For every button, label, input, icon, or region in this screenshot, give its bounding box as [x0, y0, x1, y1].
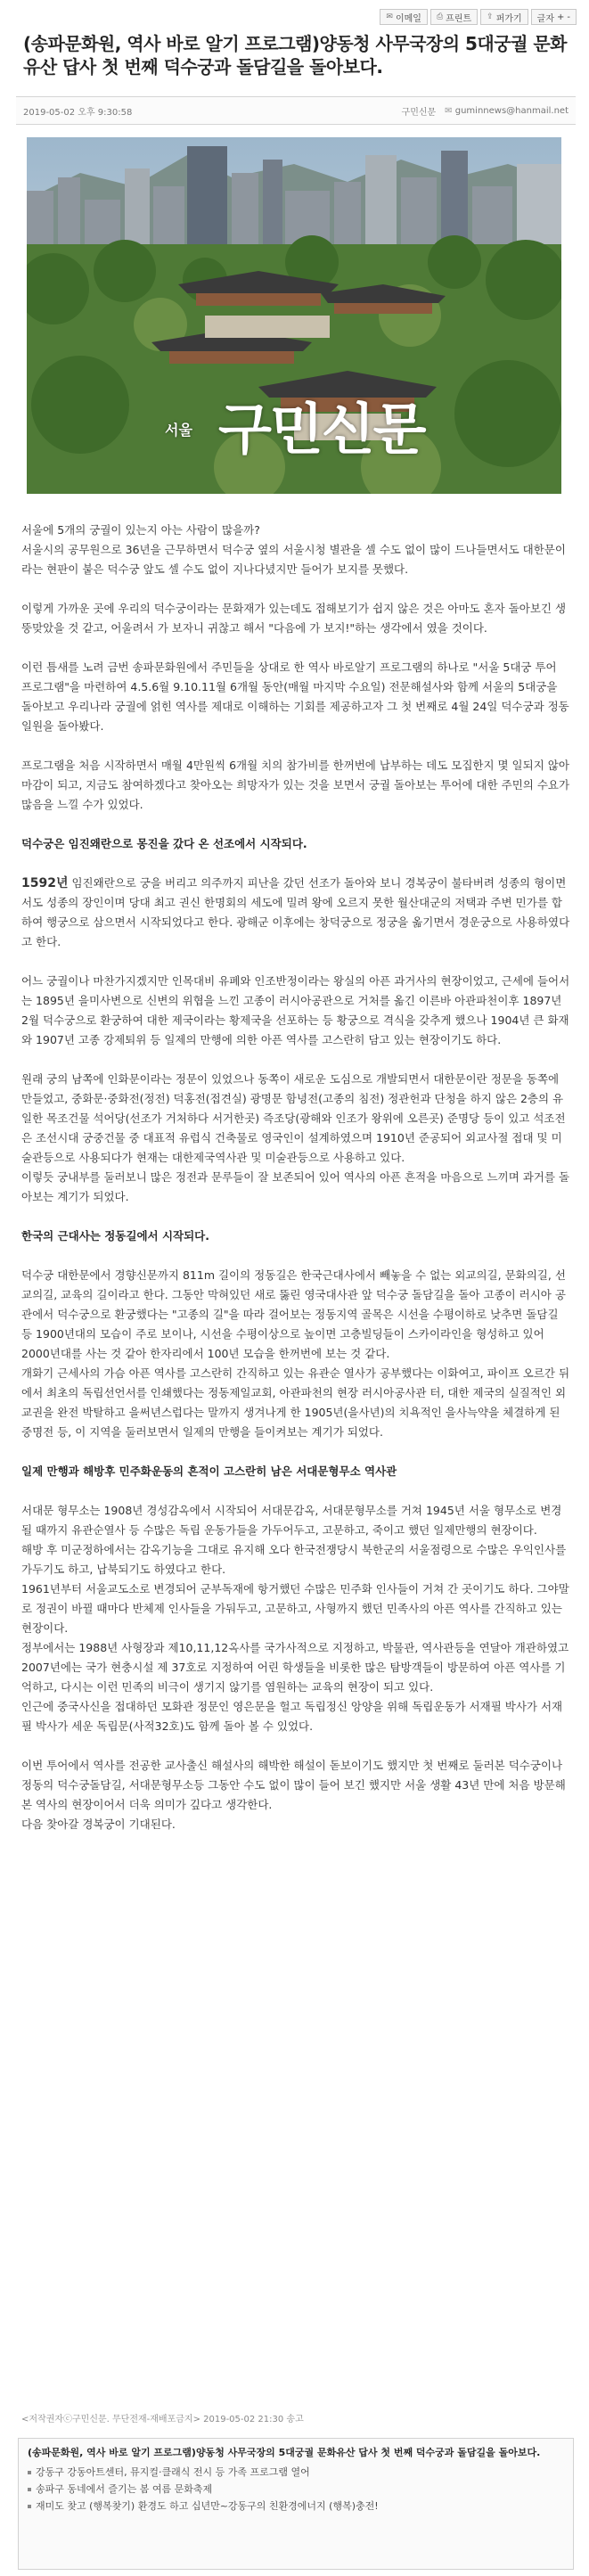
- article-paragraph: 프로그램을 처음 시작하면서 매월 4만원씩 6개월 치의 참가비를 한꺼번에 납부하는 데도 모집한지 몇 일되지 않아 마감이 되고, 지금도 참여하겠다고 찾아오는 희망자가 있는 것을 보면서 궁궐 돌아보는 투어에 대한 주민의 수요가 많음을 느낄 수가 있었다.: [21, 759, 570, 811]
- font-size-label: 글자: [536, 13, 554, 24]
- reporter-email: guminnews@hanmail.net: [454, 105, 569, 116]
- print-icon: ⎙: [436, 12, 444, 21]
- share-icon: ⇪: [487, 12, 494, 21]
- related-article-current[interactable]: (송파문화원, 역사 바로 알기 프로그램)양동청 사무국장의 5대궁궐 문화유산 답사 첫 번째 덕수궁과 돌담길을 돌아보다.: [28, 2447, 541, 2458]
- article-paragraph: [21, 874, 570, 952]
- lead-year: 1592년: [21, 876, 69, 890]
- article-paragraph: 서대문 형무소는 1908년 경성감옥에서 시작되어 서대문감옥, 서대문형무소를 거쳐 1945년 서울 형무소로 변경될 때까지 유관순열사 등 수많은 독립 운동가들을 가두어두고, 고문하고, 죽이고 했던 일제만행의 현장이다. 해방 후 미군정하에서는 감옥기능을 그대로 유지해 오다 한국전쟁당시 북한군의 서울점령으로 수많은 우익인사를 가두기도 하고, 납북되기도 하였다고 한다. 1961년부터 서울교도소로 변경되어 군부독재에 항거했던 수많은 민주화 인사들이 거쳐 간 곳이기도 하다. 그야말로 정권이 바뀔 때마다 반체제 인사들을 가둬두고, 고문하고, 사형까지 했던 민족사의 아픈 역사를 간직하고 있는 현장이다. 정부에서는 1988년 사형장과 제10,11,12옥사를 국가사적으로 지정하고, 박물관, 역사관등을 연달아 개관하였고 2007년에는 국가 현충시설 제 37호로 지정하여 어린 학생들을 비롯한 많은 탐방객들이 방문하여 아픈 역사를 기억하고, 다시는 이런 민족의 비극이 생기지 않기를 염원하는 교육의 현장이 되고 있다. 인근에 중국사신을 접대하던 모화관 정문인 영은문을 헐고 독립정신 앙양을 위해 독립운동가 서재필 박사가 서재필 박사가 세운 독립문(사적32호)도 함께 돌아 볼 수 있었다.: [21, 1504, 569, 1733]
- print-button[interactable]: [430, 9, 478, 25]
- related-article-title: 재미도 찾고 (행복찾기) 환경도 하고 십년만~강동구의 친환경에너지 (행복)충전!: [36, 2500, 379, 2512]
- font-size-control: [531, 9, 577, 25]
- article-paragraph: 서울에 5개의 궁궐이 있는지 아는 사람이 많을까? 서울시의 공무원으로 36년을 근무하면서 덕수궁 옆의 서울시청 별관을 셀 수도 없이 많이 드나들면서도 대한문이라는 현판이 붙은 덕수궁 앞도 셀 수도 없이 지나다녔지만 들어가 보지를 못했다.: [21, 523, 566, 576]
- bullet-icon: [28, 2505, 31, 2508]
- article-body: [21, 521, 570, 1854]
- article-paragraph: 원래 궁의 남쪽에 인화문이라는 정문이 있었으나 동쪽이 새로운 도심으로 개발되면서 대한문이란 정문을 동쪽에 만들었고, 중화문·중화전(정전) 덕홍전(접견실) 광명문 함녕전(고종의 침전) 정관헌과 단청을 하지 않은 2층의 유일한 목조건물 석어당(선조가 거처하다 서거한곳) 즉조당(광해와 인조가 왕위에 오른곳) 준명당 등이 있고 석조전은 조선시대 궁중건물 중 대표적 유럽식 건축물로 영국인이 설계하였으며 1910년 준공되어 외교사절 접대 및 미술관등으로 사용되다가 현재는 대한제국역사관 및 미술관등으로 사용하고 있다. 이렇듯 궁내부를 둘러보니 많은 정전과 문루들이 잘 보존되어 있어 역사의 아픈 흔적을 마음으로 느끼며 과거를 돌아보는 계기가 되었다.: [21, 1072, 570, 1203]
- article-headline: (송파문화원, 역사 바로 알기 프로그램)양동청 사무국장의 5대궁궐 문화유산 답사 첫 번째 덕수궁과 돌담길을 돌아보다.: [23, 33, 567, 78]
- related-articles-box: [18, 2438, 574, 2570]
- related-article-link[interactable]: [28, 2464, 564, 2481]
- article-date: 2019-05-02 오후 9:30:58: [23, 107, 133, 118]
- related-article-link[interactable]: [28, 2498, 564, 2514]
- article-paragraph: 어느 궁궐이나 마찬가지겠지만 인목대비 유폐와 인조반정이라는 왕실의 아픈 과거사의 현장이었고, 근세에 들어서는 1895년 을미사변으로 신변의 위협을 느낀 고종이 러시아공관으로 거처를 옮긴 이른바 아관파천이후 1897년 2월 덕수궁으로 환궁하여 대한 제국이라는 황제국을 선포하는 등 황궁으로 격식을 갖추게 했으나 1904년 큰 화재와 1907년 고종 강제퇴위 등 일제의 만행에 의한 아픈 역사를 고스란히 담고 있는 현장이기도 하다.: [21, 974, 570, 1046]
- mail-icon: ✉: [445, 105, 453, 116]
- article-paragraph: 이번 투어에서 역사를 전공한 교사출신 해설사의 해박한 해설이 돋보이기도 했지만 첫 번째로 둘러본 덕수궁이나 정동의 덕수궁돌담길, 서대문형무소등 그동안 수도 없이 많이 들어 보긴 했지만 서울 생활 43년 만에 처음 방문해 본 역사의 현장이어서 더욱 의미가 깊다고 생각한다. 다음 찾아갈 경복궁이 기대된다.: [21, 1759, 566, 1831]
- article-meta: [16, 96, 576, 125]
- bullet-icon: [28, 2471, 31, 2474]
- photo-caption: 서울: [165, 422, 192, 439]
- email-button[interactable]: [380, 9, 428, 25]
- related-article-link[interactable]: [28, 2481, 564, 2498]
- share-button-label: 퍼가기: [495, 13, 522, 24]
- article-paragraph: 덕수궁 대한문에서 경향신문까지 811m 길이의 정동길은 한국근대사에서 빼놓을 수 없는 외교의길, 문화의길, 선교의길, 교육의 길이라고 한다. 그동안 막혀있던 새로 뚫린 영국대사관 앞 덕수궁 돌담길을 돌아 고종이 러시아 공관에서 덕수궁으로 환궁했다는 "고종의 길"을 따라 걸어보는 정동지역 골목은 시선을 수평이하로 낮추면 돌담길 등 1900년대의 모습이 주로 보이나, 시선을 수평이상으로 높이면 고층빌딩들이 스카이라인을 형성하고 있어 2000년대를 사는 것 같아 한자리에서 100년 모습을 한꺼번에 보는 것 같다. 개화기 근세사의 가슴 아픈 역사를 고스란히 간직하고 있는 유관순 열사가 공부했다는 이화여고, 파이프 오르간 뒤에서 최초의 독립선언서를 인쇄했다는 정동제일교회, 아관파천의 현장 러시아공사관 터, 대한 제국의 실질적인 외교권을 완전 박탈하고 을써년스럽다는 말까지 생겨나게 한 1905년(을사년)의 치욕적인 을사늑약을 체결하게 된 중명전 등, 이 지역을 둘러보면서 일제의 만행을 들이켜보는 계기가 되었다.: [21, 1268, 570, 1439]
- font-decrease-button[interactable]: -: [567, 12, 570, 22]
- article-source: 구민신문: [401, 107, 437, 118]
- related-article-title: 강동구 강동아트센터, 뮤지컬·클래식 전시 등 가족 프로그램 열어: [36, 2466, 310, 2478]
- article-byline: [402, 104, 569, 118]
- article-paragraph-text: 임진왜란으로 궁을 버리고 의주까지 피난을 갔던 선조가 돌아와 보니 경복궁이 불타버려 성종의 형이면서도 성종의 장인이며 당대 최고 권신 한명회의 세도에 밀려 왕에 오르지 못한 월산대군의 저택과 주변 민가를 합하여 행궁으로 삼으면서 시작되었다고 한다. 광해군 이후에는 창덕궁으로 정궁을 옮기면서 경운궁으로 사용하였다고 한다.: [21, 876, 570, 948]
- related-articles-list: [28, 2464, 564, 2514]
- font-increase-button[interactable]: +: [557, 12, 565, 22]
- article-paragraph: 이런 틈새를 노려 금번 송파문화원에서 주민들을 상대로 한 역사 바로알기 프로그램의 하나로 "서울 5대궁 투어 프로그램"을 마련하여 4.5.6월 9.10.11월 6개월 동안(매월 마지막 수요일) 전문해설사와 함께 서울의 5대궁을 돌아보고 우리나라 궁궐에 얽힌 역사를 제대로 이해하는 기회를 제공하고자 그 첫 번째로 4월 24일 덕수궁과 정동일원을 돌아봤다.: [21, 660, 569, 733]
- section-heading: 한국의 근대사는 정동길에서 시작되다.: [21, 1229, 210, 1243]
- article-paragraph: 이렇게 가까운 곳에 우리의 덕수궁이라는 문화재가 있는데도 접해보기가 쉽지 않은 것은 아마도 혼자 돌아보긴 생뚱맞았을 것 같고, 어울려서 가 보자니 귀찮고 해서 "다음에 가 보지!"하는 생각에서 였을 것이다.: [21, 602, 567, 635]
- print-button-label: 프린트: [446, 13, 472, 24]
- section-heading: 일제 만행과 해방후 민주화운동의 흔적이 고스란히 남은 서대문형무소 역사관: [21, 1464, 397, 1478]
- reporter-email-group[interactable]: [445, 106, 569, 116]
- bullet-icon: [28, 2488, 31, 2491]
- photo-watermark-logo: 구민신문: [218, 397, 425, 462]
- section-heading: 덕수궁은 임진왜란으로 몽진을 갔다 온 선조에서 시작되다.: [21, 837, 307, 850]
- email-button-label: 이메일: [395, 13, 421, 24]
- share-button[interactable]: [480, 9, 528, 25]
- related-article-title: 송파구 동네에서 즐기는 봄 여름 문화축제: [36, 2483, 213, 2495]
- email-icon: ✉: [386, 12, 393, 21]
- article-photo: [27, 137, 561, 494]
- copyright-notice: <저작권자ⓒ구민신문. 무단전재-재배포금지> 2019-05-02 21:30 송고: [21, 2415, 304, 2424]
- article-toolbar: [380, 9, 577, 25]
